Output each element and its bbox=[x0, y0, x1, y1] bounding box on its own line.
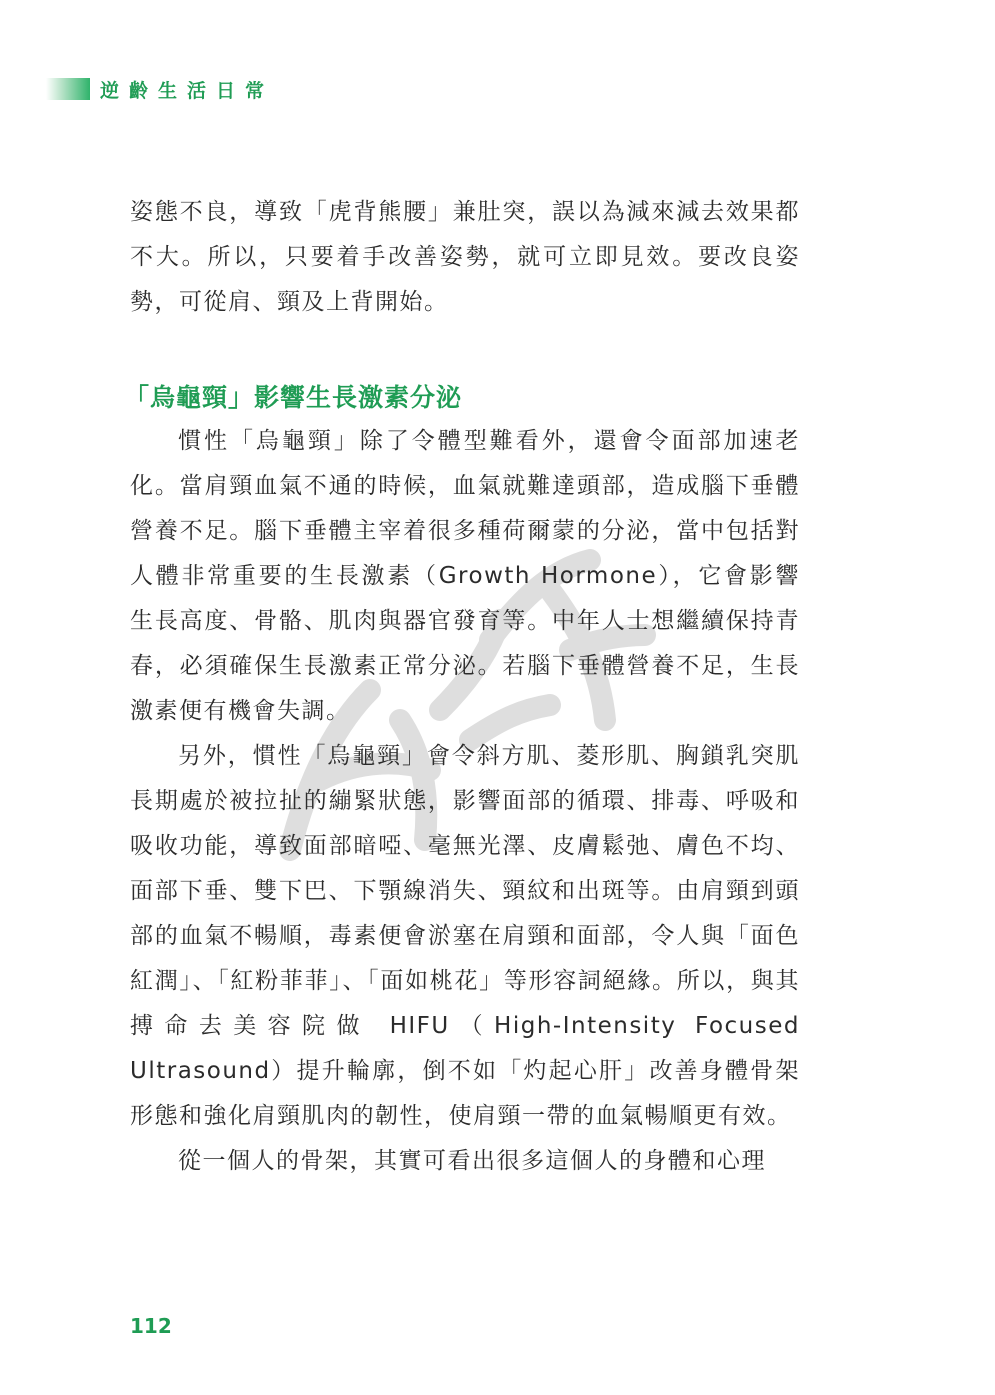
body-paragraph-2: 另外，慣性「烏龜頸」會令斜方肌、菱形肌、胸鎖乳突肌長期處於被拉扯的繃緊狀態，影響面部的循環、排毒、呼吸和吸收功能，導致面部暗啞、毫無光澤、皮膚鬆弛、膚色不均、面部下垂、雙下巴、下顎線消失、頸紋和出斑等。由肩頸到頭部的血氣不暢順，毒素便會淤塞在肩頸和面部，令人與「面色紅潤」、「紅粉菲菲」、「面如桃花」等形容詞絕緣。所以，與其搏命去美容院做 HIFU（High-Intensity Focused Ultrasound）提升輪廓，倒不如「灼起心肝」改善身體骨架形態和強化肩頸肌肉的韌性，使肩頸一帶的血氣暢順更有效。 bbox=[130, 743, 800, 1129]
body-paragraph-1: 慣性「烏龜頸」除了令體型難看外，還會令面部加速老化。當肩頸血氣不通的時候，血氣就難達頭部，造成腦下垂體營養不足。腦下垂體主宰着很多種荷爾蒙的分泌，當中包括對人體非常重要的生長激素（Growth Hormone），它會影響生長高度、骨骼、肌肉與器官發育等。中年人士想繼續保持青春，必須確保生長激素正常分泌。若腦下垂體營養不足，生長激素便有機會失調。 bbox=[130, 428, 800, 724]
section-heading: 「烏龜頸」影響生長激素分泌 bbox=[124, 383, 463, 412]
body-paragraph-3: 從一個人的骨架，其實可看出很多這個人的身體和心理 bbox=[178, 1148, 766, 1174]
intro-paragraph: 姿態不良，導致「虎背熊腰」兼肚突，誤以為減來減去效果都不大。所以，只要着手改善姿勢，就可立即見效。要改良姿勢，可從肩、頸及上背開始。 bbox=[130, 199, 800, 315]
page-number: 112 bbox=[130, 1314, 172, 1338]
running-header-title: 逆齡生活日常 bbox=[100, 79, 275, 102]
page-body bbox=[124, 190, 800, 1184]
running-header bbox=[46, 76, 274, 102]
header-accent-bar bbox=[46, 78, 90, 100]
